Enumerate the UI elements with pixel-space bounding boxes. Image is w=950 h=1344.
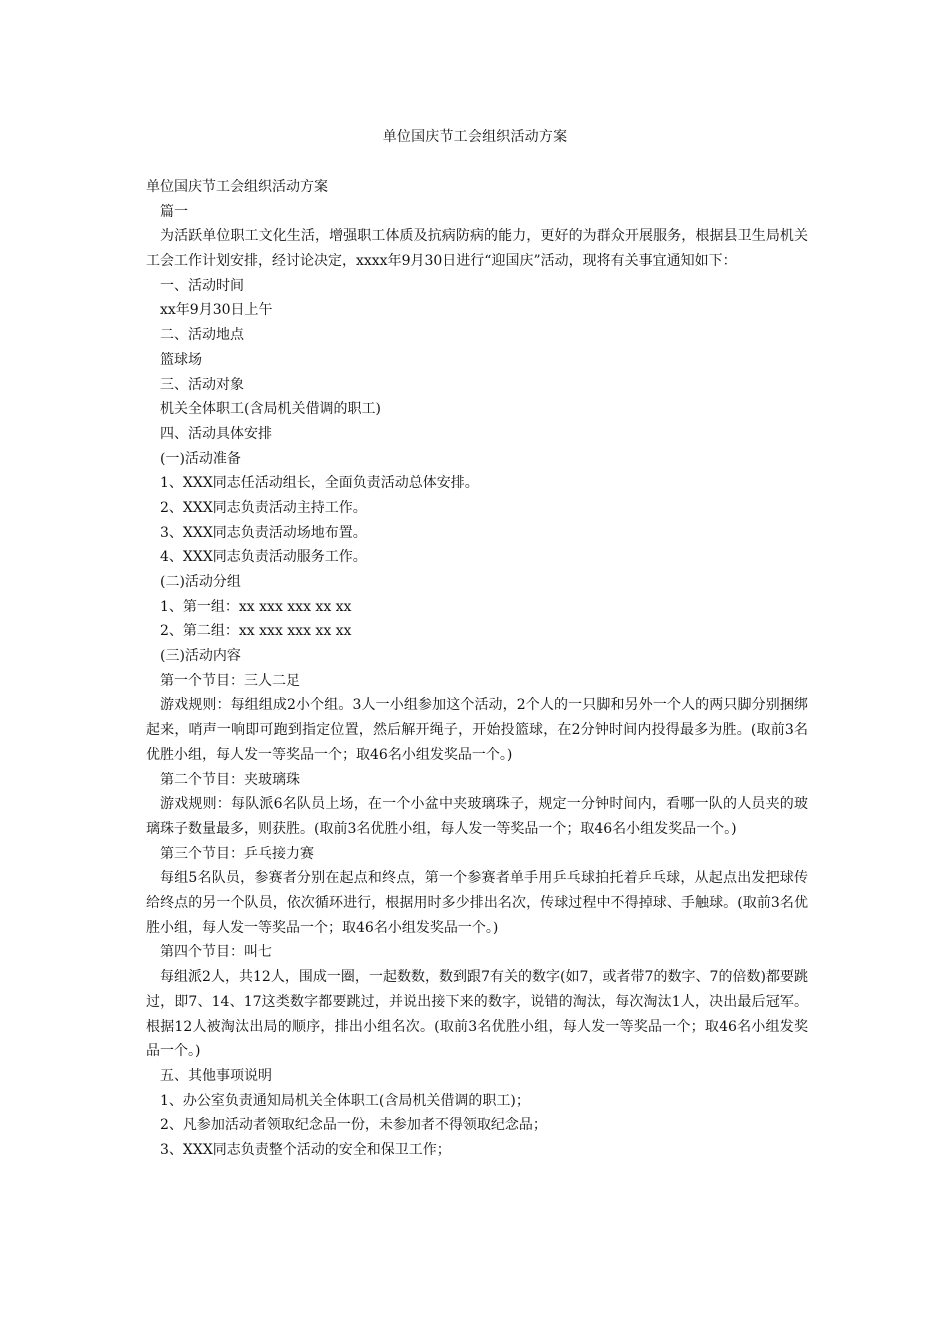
text-line: xx年9月30日上午 [160,302,273,319]
document-title: 单位国庆节工会组织活动方案 [382,129,568,145]
paragraph: 每组派2人，共12人，围成一圈，一起数数，数到跟7有关的数字(如7，或者带7的数字、7的倍数)都要跳过，即7、14、17这类数字都要跳过，并说出接下来的数字，说错的淘汰，每次淘汰1人，决出最后冠军。根据12人被淘汰出局的顺序，排出小组名次。(取前3名优胜小组，每人发一等奖品一个；取46名小组发奖品一个。) [146,969,808,1060]
paragraph: 为活跃单位职工文化生活，增强职工体质及抗病防病的能力，更好的为群众开展服务，根据县卫生局机关工会工作计划安排，经讨论决定，xxxx年9月30日进行“迎国庆”活动，现将有关事宜通知如下： [146,228,808,270]
text-line: 第一个节目：三人二足 [160,672,300,689]
text-line: 单位国庆节工会组织活动方案 [146,179,328,195]
text-line: 五、其他事项说明 [160,1067,272,1084]
text-line: 篇一 [160,203,188,220]
text-line: 一、活动时间 [160,277,244,294]
text-line: 1、办公室负责通知局机关全体职工(含局机关借调的职工)； [160,1092,530,1109]
text-line: 3、XXX同志负责活动场地布置。 [160,524,367,541]
paragraph: 游戏规则：每组组成2小个组。3人一小组参加这个活动，2个人的一只脚和另外一个人的两只脚分别捆绑起来，哨声一响即可跑到指定位置，然后解开绳子，开始投篮球，在2分钟时间内投得最多为胜。(取前3名优胜小组，每人发一等奖品一个；取46名小组发奖品一个。) [146,697,808,763]
text-line: 篮球场 [160,351,202,368]
text-line: 2、第二组：xx xxx xxx xx xx [160,623,352,640]
text-line: 2、XXX同志负责活动主持工作。 [160,499,367,516]
text-line: 1、第一组：xx xxx xxx xx xx [160,598,352,615]
text-line: (二)活动分组 [160,574,241,591]
text-line: (三)活动内容 [160,648,241,665]
text-line: (一)活动准备 [160,450,241,467]
text-line: 三、活动对象 [160,376,244,393]
text-line: 第四个节目：叫七 [160,944,272,961]
paragraph: 每组5名队员，参赛者分别在起点和终点，第一个参赛者单手用乒乓球拍托着乒乓球，从起点出发把球传给终点的另一个队员，依次循环进行，根据用时多少排出名次，传球过程中不得掉球、手触球。(取前3名优胜小组，每人发一等奖品一个；取46名小组发奖品一个。) [146,870,808,936]
text-line: 4、XXX同志负责活动服务工作。 [160,549,367,566]
text-line: 3、XXX同志负责整个活动的安全和保卫工作； [160,1142,451,1159]
text-line: 第三个节目：乒乓接力赛 [160,845,314,862]
paragraph: 游戏规则：每队派6名队员上场，在一个小盆中夹玻璃珠子，规定一分钟时间内，看哪一队的人员夹的玻璃珠子数量最多，则获胜。(取前3名优胜小组，每人发一等奖品一个；取46名小组发奖品一个。) [146,796,808,837]
text-line: 1、XXX同志任活动组长，全面负责活动总体安排。 [160,475,479,492]
document-body [146,175,808,1163]
text-line: 机关全体职工(含局机关借调的职工) [160,401,381,418]
text-line: 四、活动具体安排 [160,425,272,442]
text-line: 2、凡参加活动者领取纪念品一份，未参加者不得领取纪念品； [160,1117,547,1134]
text-line: 二、活动地点 [160,327,244,344]
text-line: 第二个节目：夹玻璃珠 [160,771,300,788]
